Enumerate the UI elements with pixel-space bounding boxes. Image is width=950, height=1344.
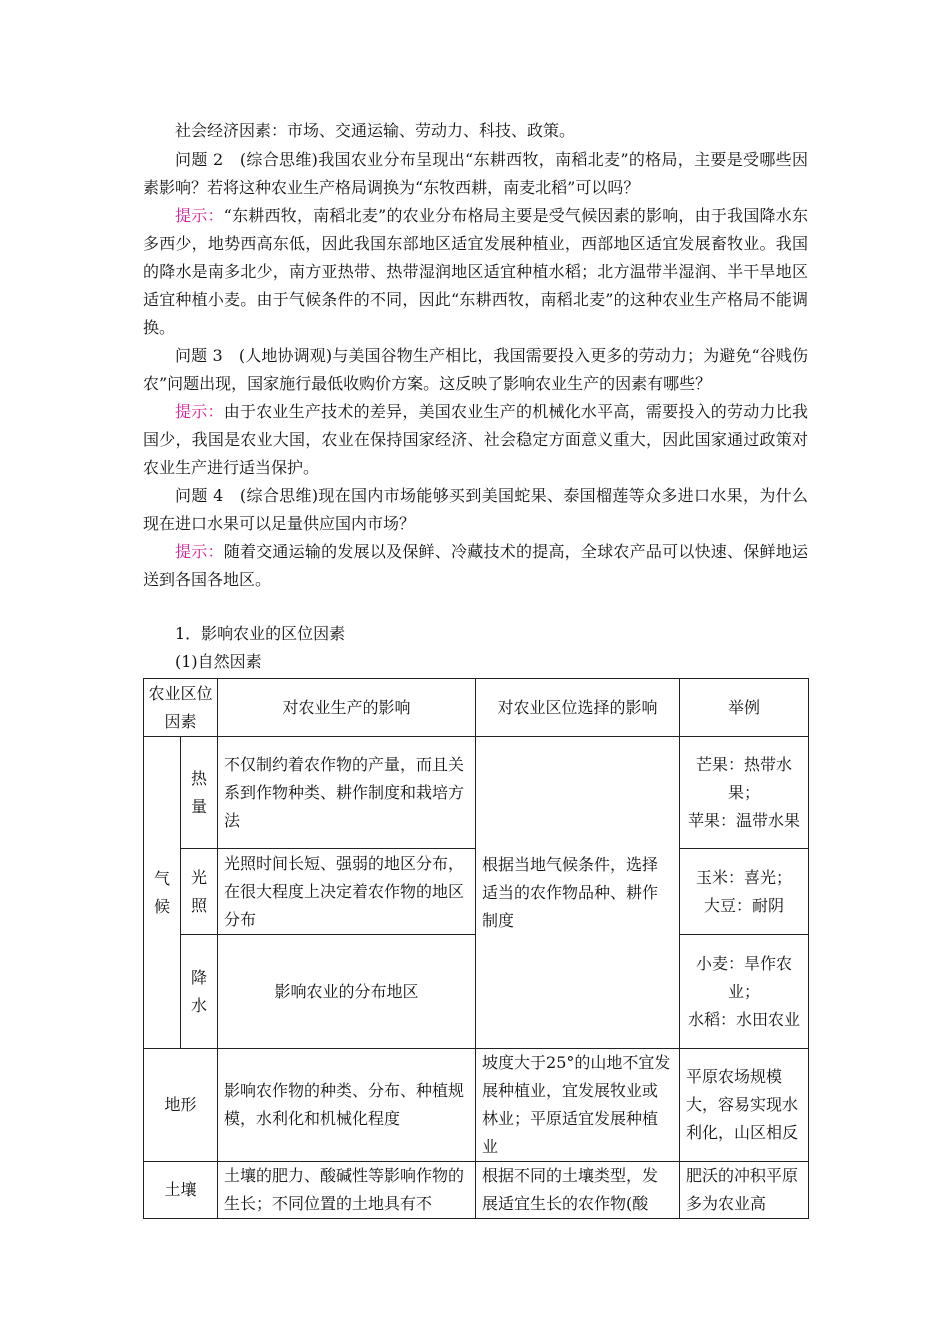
rain-label: 降水 bbox=[191, 967, 208, 1015]
answer-2 bbox=[143, 202, 808, 342]
hint-label: 提示： bbox=[175, 542, 224, 561]
light-example bbox=[680, 849, 809, 935]
section-heading: 1．影响农业的区位因素 bbox=[175, 624, 346, 643]
header-location: 对农业区位选择的影响 bbox=[476, 679, 680, 737]
climate-label: 气候 bbox=[154, 868, 171, 916]
section-subheading: (1)自然因素 bbox=[175, 652, 262, 671]
heat-example-1: 芒果：热带水果； bbox=[696, 754, 793, 802]
table-row-heat bbox=[144, 737, 809, 849]
header-production: 对农业生产的影响 bbox=[218, 679, 476, 737]
soil-label: 土壤 bbox=[144, 1162, 218, 1219]
light-production: 光照时间长短、强弱的地区分布，在很大程度上决定着农作物的地区分布 bbox=[218, 849, 476, 935]
terrain-label: 地形 bbox=[144, 1049, 218, 1162]
answer-4 bbox=[143, 538, 808, 594]
heat-example-2: 苹果：温带水果 bbox=[688, 810, 801, 830]
table-row-soil bbox=[144, 1162, 809, 1219]
soil-example: 肥沃的冲积平原多为农业高 bbox=[680, 1162, 809, 1219]
answer-3 bbox=[143, 398, 808, 482]
hint-label: 提示： bbox=[175, 402, 224, 421]
heat-label: 热量 bbox=[191, 768, 208, 816]
question-4: 问题 4 (综合思维)现在国内市场能够买到美国蛇果、泰国榴莲等众多进口水果，为什么现在进口水果可以足量供应国内市场？ bbox=[143, 486, 808, 533]
question-2: 问题 2 (综合思维)我国农业分布呈现出“东耕西牧，南稻北麦”的格局，主要是受哪些因素影响？若将这种农业生产格局调换为“东牧西耕，南麦北稻”可以吗？ bbox=[143, 150, 808, 197]
rain-production: 影响农业的分布地区 bbox=[218, 935, 476, 1049]
rain-example-1: 小麦：旱作农业； bbox=[696, 953, 793, 1001]
heat-production: 不仅制约着农作物的产量，而且关系到作物种类、耕作制度和栽培方法 bbox=[218, 737, 476, 849]
rain-cell bbox=[181, 935, 218, 1049]
terrain-location: 坡度大于25°的山地不宜发展种植业，宜发展牧业或林业；平原适宜发展种植业 bbox=[476, 1049, 680, 1162]
light-example-1: 玉米：喜光； bbox=[696, 867, 793, 887]
light-cell bbox=[181, 849, 218, 935]
soil-location: 根据不同的土壤类型，发展适宜生长的农作物(酸 bbox=[476, 1162, 680, 1219]
header-example: 举例 bbox=[680, 679, 809, 737]
question-3: 问题 3 (人地协调观)与美国谷物生产相比，我国需要投入更多的劳动力；为避免“谷贱伤农”问题出现，国家施行最低收购价方案。这反映了影响农业生产的因素有哪些？ bbox=[143, 346, 808, 393]
social-factors-paragraph: 社会经济因素：市场、交通运输、劳动力、科技、政策。 bbox=[175, 121, 576, 140]
answer-3-text: 由于农业生产技术的差异，美国农业生产的机械化水平高，需要投入的劳动力比我国少，我国是农业大国，农业在保持国家经济、社会稳定方面意义重大，因此国家通过政策对农业生产进行适当保护。 bbox=[143, 402, 808, 477]
heat-example bbox=[680, 737, 809, 849]
table-row-terrain bbox=[144, 1049, 809, 1162]
hint-label: 提示： bbox=[175, 206, 224, 225]
terrain-production: 影响农作物的种类、分布、种植规模，水利化和机械化程度 bbox=[218, 1049, 476, 1162]
answer-4-text: 随着交通运输的发展以及保鲜、冷藏技术的提高，全球农产品可以快速、保鲜地运送到各国各地区。 bbox=[143, 542, 808, 589]
terrain-example: 平原农场规模大，容易实现水利化，山区相反 bbox=[680, 1049, 809, 1162]
heat-cell bbox=[181, 737, 218, 849]
climate-location: 根据当地气候条件，选择适当的农作物品种、耕作制度 bbox=[476, 737, 680, 1049]
rain-example-2: 水稻：水田农业 bbox=[688, 1009, 801, 1029]
location-factors-table bbox=[143, 678, 809, 1219]
answer-2-text: “东耕西牧，南稻北麦”的农业分布格局主要是受气候因素的影响，由于我国降水东多西少，地势西高东低，因此我国东部地区适宜发展种植业，西部地区适宜发展畜牧业。我国的降水是南多北少，南方亚热带、热带湿润地区适宜种植水稻；北方温带半湿润、半干旱地区适宜种植小麦。由于气候条件的不同，因此“东耕西牧，南稻北麦”的这种农业生产格局不能调换。 bbox=[143, 206, 808, 337]
light-example-2: 大豆：耐阴 bbox=[704, 895, 785, 915]
light-label: 光照 bbox=[191, 867, 208, 915]
soil-production: 土壤的肥力、酸碱性等影响作物的生长；不同位置的土地具有不 bbox=[218, 1162, 476, 1219]
climate-cell bbox=[144, 737, 181, 1049]
header-factor: 农业区位因素 bbox=[144, 679, 218, 737]
table-header-row bbox=[144, 679, 809, 737]
rain-example bbox=[680, 935, 809, 1049]
